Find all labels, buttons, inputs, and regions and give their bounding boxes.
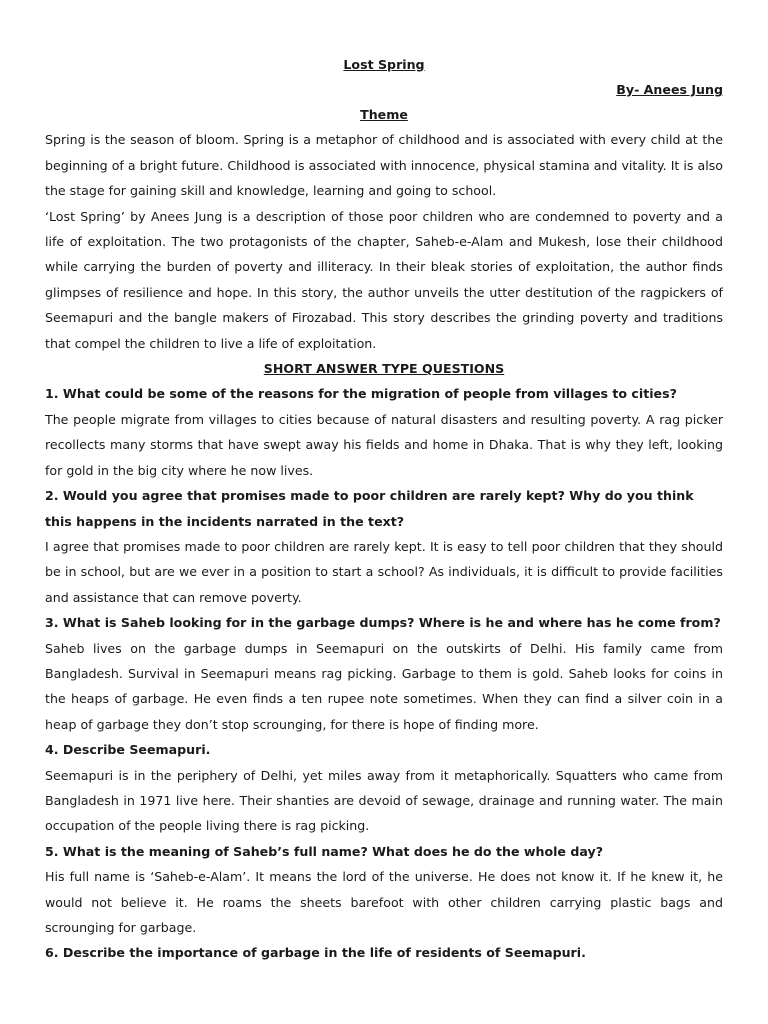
answer-4: Seemapuri is in the periphery of Delhi, yet miles away from it metaphorically. Squatters who came from Bangladesh in 1971 live here. Their shanties are devoid of sewage, drainage and running water. The main occupation of the people living there is rag picking. [45,767,723,834]
author-line: By- Anees Jung [616,82,723,97]
question-3: 3. What is Saheb looking for in the garbage dumps? Where is he and where has he come from? [45,615,721,631]
document-title: Lost Spring [343,57,425,72]
question-1: 1. What could be some of the reasons for the migration of people from villages to cities? [45,386,677,402]
theme-paragraph-2: ‘Lost Spring’ by Anees Jung is a description of those poor children who are condemned to poverty and a life of exploitation. The two protagonists of the chapter, Saheb-e-Alam and Mukesh, lose their childhood while carrying the burden of poverty and illiteracy. In their bleak stories of exploitation, the author finds glimpses of resilience and hope. In this story, the author unveils the utter destitution of the ragpickers of Seemapuri and the bangle makers of Firozabad. This story describes the grinding poverty and traditions that compel the children to live a life of exploitation. [45,208,723,351]
answer-2: I agree that promises made to poor children are rarely kept. It is easy to tell poor children that they should be in school, but are we ever in a position to start a school? As individuals, it is difficult to provide facilities and assistance that can remove poverty. [45,538,723,605]
theme-paragraph-1: Spring is the season of bloom. Spring is a metaphor of childhood and is associated with every child at the beginning of a bright future. Childhood is associated with innocence, physical stamina and vitality. It is also the stage for gaining skill and knowledge, learning and going to school. [45,132,723,199]
question-4: 4. Describe Seemapuri. [45,742,211,758]
answer-1: The people migrate from villages to cities because of natural disasters and resulting poverty. A rag picker recollects many storms that have swept away his fields and home in Dhaka. That is why they left, looking for gold in the big city where he now lives. [45,411,723,478]
answer-5: His full name is ‘Saheb-e-Alam’. It means the lord of the universe. He does not know it. If he knew it, he would not believe it. He roams the sheets barefoot with other children carrying plastic bags and scrounging for garbage. [45,869,723,935]
question-2: 2. Would you agree that promises made to poor children are rarely kept? Why do you think this happens in the incidents narrated in the text? [45,488,694,529]
answer-3: Saheb lives on the garbage dumps in Seemapuri on the outskirts of Delhi. His family came from Bangladesh. Survival in Seemapuri means rag picking. Garbage to them is gold. Saheb looks for coins in the heaps of garbage. He even finds a ten rupee note sometimes. When they can find a silver coin in a heap of garbage they don’t stop scrounging, for there is hope of finding more. [45,640,723,732]
document-page [45,52,723,966]
question-6: 6. Describe the importance of garbage in the life of residents of Seemapuri. [45,945,586,961]
section-heading: SHORT ANSWER TYPE QUESTIONS [263,361,505,377]
question-5: 5. What is the meaning of Saheb’s full name? What does he do the whole day? [45,843,603,859]
theme-heading: Theme [360,107,408,122]
